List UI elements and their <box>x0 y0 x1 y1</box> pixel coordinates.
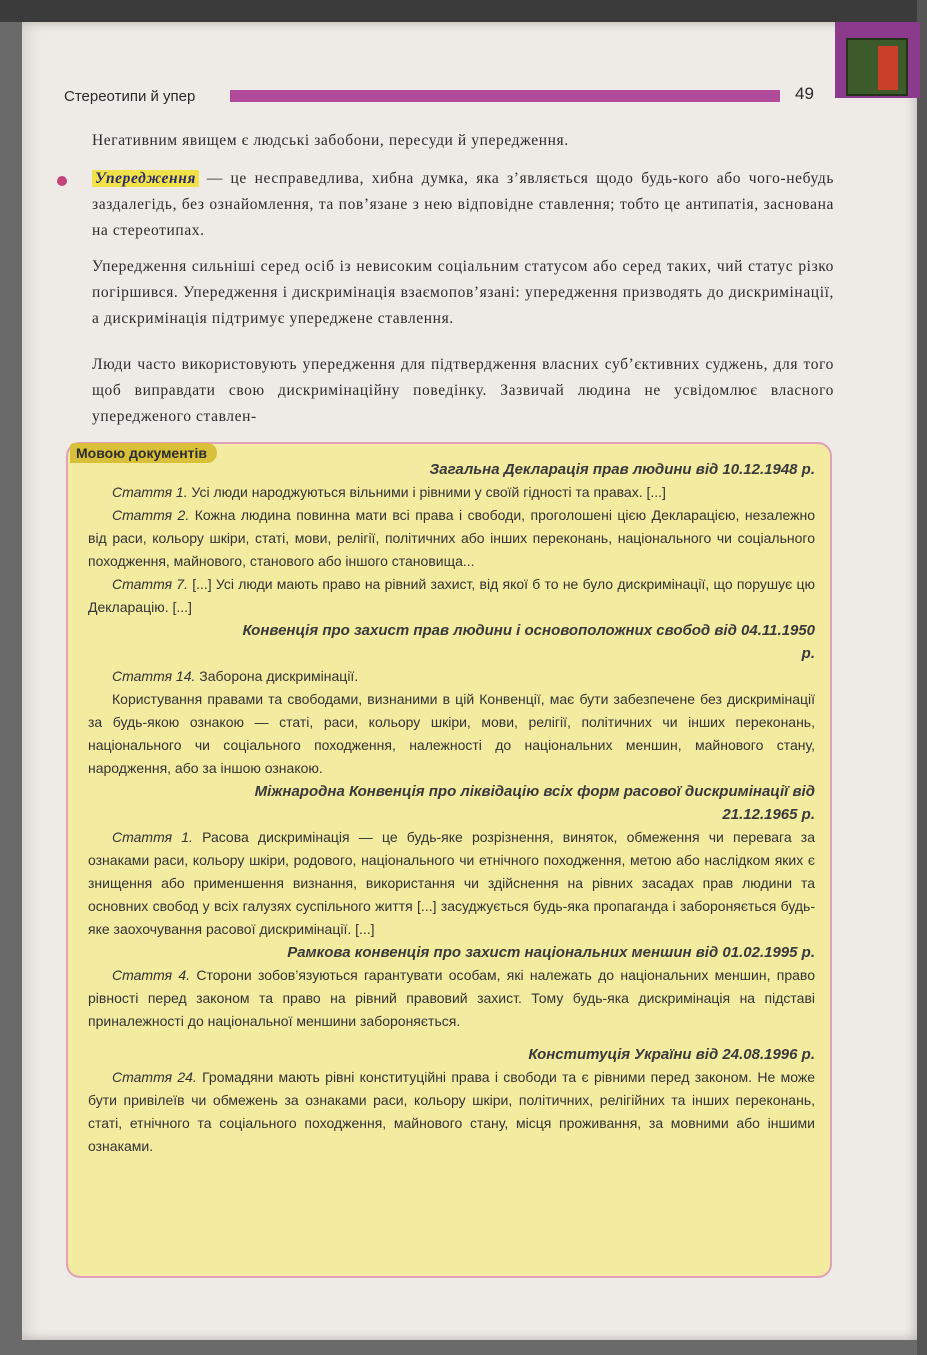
document-article <box>88 826 815 941</box>
article-text: Громадяни мають рівні конституційні права і свободи та є рівними перед законом. Не може бути привілеїв чи обмежень за ознаками раси, кольору шкіри, політичних, релігійних та інших переконань, статі, етнічного та соціального походження, майнового стану, місця проживання, за мовними або іншими ознаками. <box>88 1069 815 1154</box>
definition-text: — це несправедлива, хибна думка, яка з’являється щодо будь-кого або чого-небудь заздалегідь, без ознайомлення, та пов’язане з нею відповідне ставлення; тобто це антипатія, заснована на стереотипах. <box>92 170 834 239</box>
document-article <box>88 688 815 780</box>
article-number: Стаття 1. <box>112 829 193 845</box>
documents-box-tab: Мовою документів <box>70 443 217 463</box>
article-number: Стаття 14. <box>112 668 196 684</box>
body-paragraph-1: Упередження сильніші серед осіб із невисоким соціальним статусом або серед таких, чий статус різко погіршився. Упередження і дискримінація взаємопов’язані: упередження призводять до дискримінації, а дискримінація підтримує упереджене ставлення. <box>92 258 834 327</box>
page-number: 49 <box>795 84 814 103</box>
book-icon <box>846 38 908 96</box>
article-text: Кожна людина повинна мати всі права і свободи, проголошені цією Декларацією, незалежно від раси, кольору шкіри, статі, мови, релігії, політичних або інших переконань, національного чи соціального походження, майнового, станового або іншого становища... <box>88 507 815 569</box>
intro-paragraph: Негативним явищем є людські забобони, пересуди й упередження. <box>92 132 569 149</box>
document-article <box>88 504 815 573</box>
article-text: Користування правами та свободами, визнаними в цій Конвенції, має бути забезпечене без дискримінації за будь-якою ознакою — статі, раси, кольору шкіри, мови, релігії, політичних чи інших переконань, національного чи соціального походження, належності до національних меншин, майнового стану, народження, або за іншою ознакою. <box>88 691 815 776</box>
body-paragraph-2: Люди часто використовують упередження для підтвердження власних суб’єктивних суджень, для того щоб виправдати свою дискримінаційну поведінку. Зазвичай людина не усвідомлює власного упередженого ставлен- <box>92 356 834 425</box>
document-heading-2: Конвенція про захист прав людини і основоположних свобод від 04.11.1950 р. <box>242 622 815 662</box>
article-number: Стаття 4. <box>112 967 191 983</box>
article-text: Заборона дискримінації. <box>195 668 359 684</box>
document-heading-4: Рамкова конвенція про захист національних меншин від 01.02.1995 р. <box>287 944 815 961</box>
article-number: Стаття 2. <box>112 507 190 523</box>
document-heading-3: Міжнародна Конвенція про ліквідацію всіх форм расової дискримінації від 21.12.1965 р. <box>254 783 815 823</box>
page-top-edge <box>0 0 927 22</box>
article-text: Расова дискримінація — це будь-яке розрізнення, виняток, обмеження чи перевага за ознаками раси, кольору шкіри, родового, національного чи етнічного походження, метою або наслідком яких є знищення або применшення визнання, використання чи здійснення на рівних засадах прав людини та основних свобод у всіх галузях суспільного життя [...] засуджується будь-яка пропаганда і забороняється будь-яке заохочування расової дискримінації. [...] <box>88 829 815 937</box>
page-right-edge <box>917 0 927 1355</box>
running-header-title: Стереотипи й упер <box>64 88 196 105</box>
document-article <box>88 573 815 619</box>
article-number: Стаття 7. <box>112 576 188 592</box>
document-heading-1: Загальна Декларація прав людини від 10.12.1948 р. <box>429 461 815 478</box>
document-article <box>88 1066 815 1158</box>
article-number: Стаття 1. <box>112 484 188 500</box>
running-header-bar <box>230 90 780 102</box>
book-spine-icon <box>878 46 898 90</box>
document-heading-5: Конституція України від 24.08.1996 р. <box>528 1046 815 1063</box>
article-text: [...] Усі люди мають право на рівний захист, від якої б то не було дискримінації, що порушує цю Декларацію. [...] <box>88 576 815 615</box>
article-number: Стаття 24. <box>112 1069 197 1085</box>
documents-box-content <box>88 458 815 1158</box>
article-text: Сторони зобов’язуються гарантувати особам, які належать до національних меншин, право рівності перед законом та право на рівний правовий захист. Тому будь-яка дискримінація на підставі приналежності до національної меншини забороняється. <box>88 967 815 1029</box>
document-article <box>88 481 815 504</box>
definition-block <box>92 166 834 244</box>
definition-bullet-icon <box>57 176 67 186</box>
definition-term: Упередження <box>92 170 199 187</box>
article-text: Усі люди народжуються вільними і рівними у своїй гідності та правах. [...] <box>187 484 666 500</box>
document-article <box>88 964 815 1033</box>
document-article <box>88 665 815 688</box>
